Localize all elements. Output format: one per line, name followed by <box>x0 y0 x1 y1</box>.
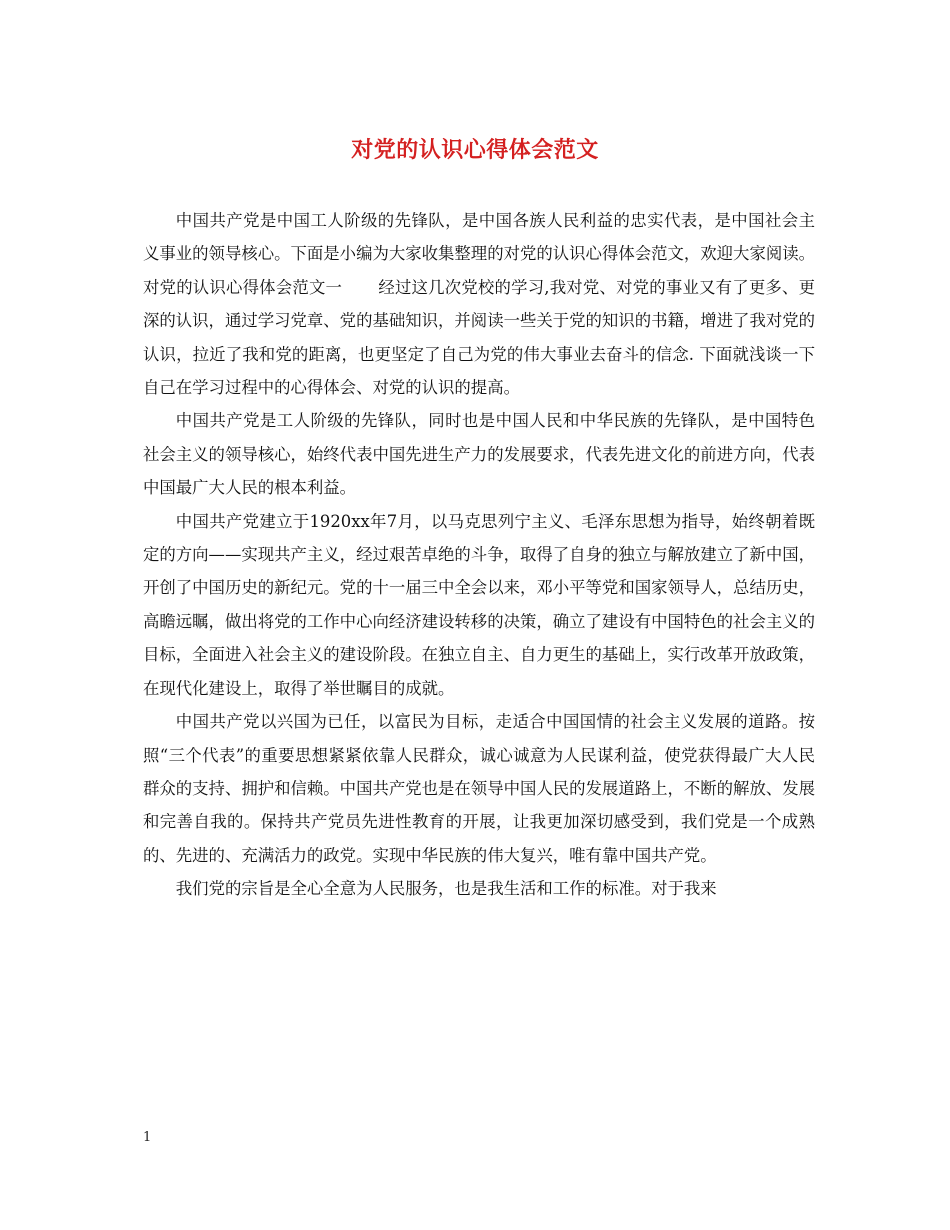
section-first-paragraph <box>143 271 815 405</box>
section-first-paragraph-text: 经过这几次党校的学习,我对党、对党的事业又有了更多、更深的认识，通过学习党章、党的基础知识，并阅读一些关于党的知识的书籍，增进了我对党的认识，拉近了我和党的距离，也更坚定了自己为党的伟大事业去奋斗的信念. 下面就浅谈一下自己在学习过程中的心得体会、对党的认识的提高。 <box>143 277 816 398</box>
body-paragraph: 中国共产党以兴国为已任，以富民为目标，走适合中国国情的社会主义发展的道路。按照“三个代表”的重要思想紧紧依靠人民群众，诚心诚意为人民谋利益，使党获得最广大人民群众的支持、拥护和信赖。中国共产党也是在领导中国人民的发展道路上，不断的解放、发展和完善自我的。保持共产党员先进性教育的开展，让我更加深切感受到，我们党是一个成熟的、先进的、充满活力的政党。实现中华民族的伟大复兴，唯有靠中国共产党。 <box>143 712 816 865</box>
body-paragraph: 我们党的宗旨是全心全意为人民服务，也是我生活和工作的标准。对于我来 <box>175 879 717 899</box>
section-heading: 对党的认识心得体会范文一 <box>143 277 343 297</box>
page-number: 1 <box>143 1130 152 1145</box>
document-body <box>143 204 815 906</box>
body-paragraph: 中国共产党是工人阶级的先锋队，同时也是中国人民和中华民族的先锋队，是中国特色社会主义的领导核心，始终代表中国先进生产力的发展要求，代表先进文化的前进方向，代表中国最广大人民的根本利益。 <box>143 411 816 498</box>
document-title: 对党的认识心得体会范文 <box>351 137 599 163</box>
intro-paragraph: 中国共产党是中国工人阶级的先锋队，是中国各族人民利益的忠实代表，是中国社会主义事业的领导核心。下面是小编为大家收集整理的对党的认识心得体会范文，欢迎大家阅读。 <box>143 211 816 264</box>
body-paragraph: 中国共产党建立于1920xx年7月，以马克思列宁主义、毛泽东思想为指导，始终朝着既定的方向——实现共产主义，经过艰苦卓绝的斗争，取得了自身的独立与解放建立了新中国，开创了中国历史的新纪元。党的十一届三中全会以来，邓小平等党和国家领导人，总结历史，高瞻远瞩，做出将党的工作中心向经济建设转移的决策，确立了建设有中国特色的社会主义的目标，全面进入社会主义的建设阶段。在独立自主、自力更生的基础上，实行改革开放政策，在现代化建设上，取得了举世瞩目的成就。 <box>143 511 816 698</box>
